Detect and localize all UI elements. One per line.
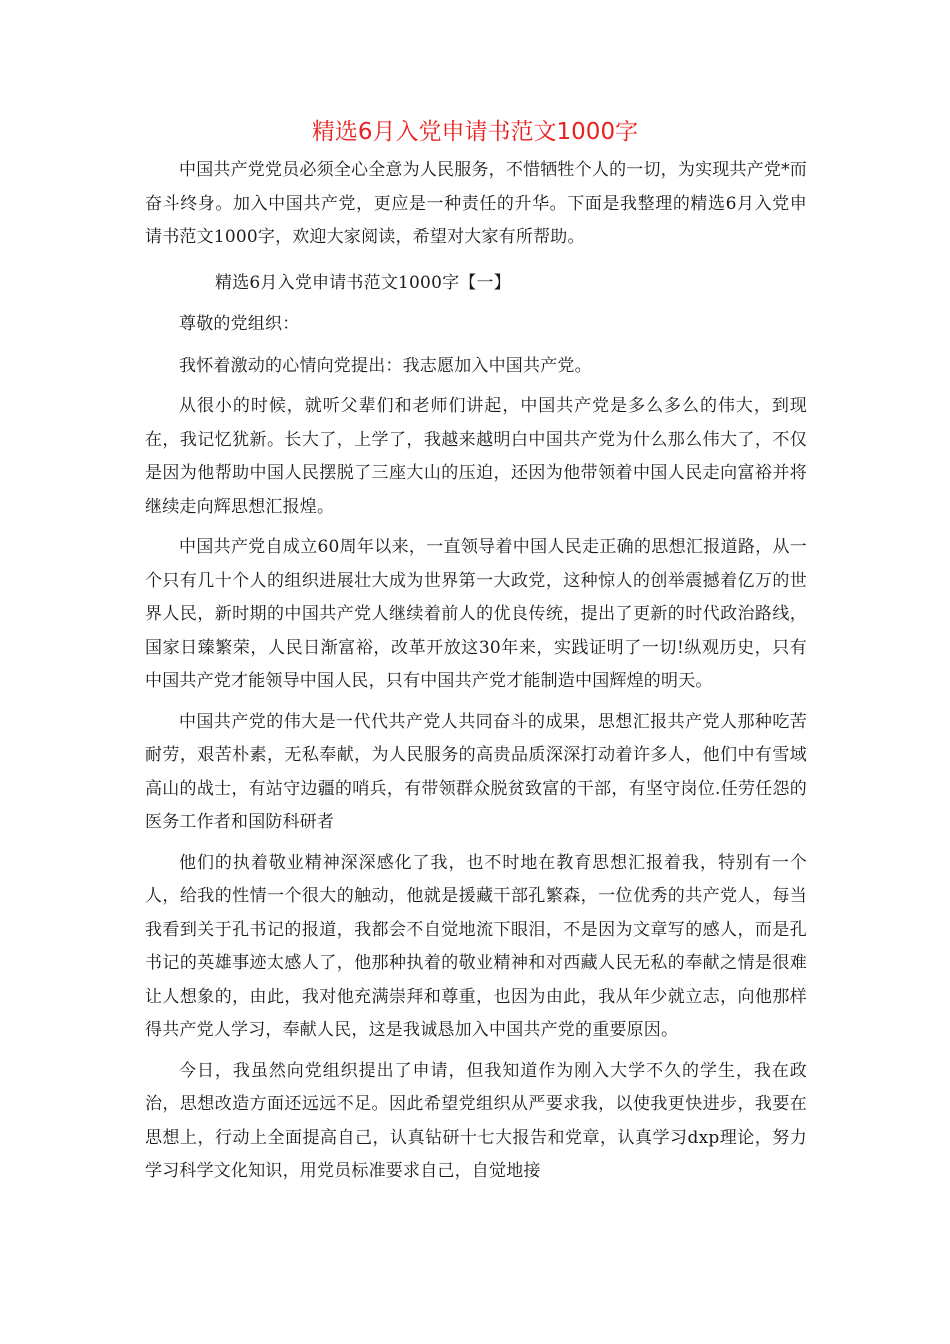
intro-paragraph: 中国共产党党员必须全心全意为人民服务，不惜牺牲个人的一切，为实现共产党*而奋斗终身。加入中国共产党，更应是一种责任的升华。下面是我整理的精选6月入党申请书范文1000字，欢迎大家阅读，希望对大家有所帮助。 xyxy=(145,160,807,247)
body-paragraph: 中国共产党的伟大是一代代共产党人共同奋斗的成果，思想汇报共产党人那种吃苦耐劳，艰苦朴素，无私奉献，为人民服务的高贵品质深深打动着许多人，他们中有雪域高山的战士，有站守边疆的哨兵，有带领群众脱贫致富的干部，有坚守岗位.任劳任怨的医务工作者和国防科研者 xyxy=(145,711,807,832)
section-heading: 精选6月入党申请书范文1000字【一】 xyxy=(215,272,511,293)
body-paragraph: 今日，我虽然向党组织提出了申请，但我知道作为刚入大学不久的学生，我在政治，思想改造方面还远远不足。因此希望党组织从严要求我，以使我更快进步，我要在思想上，行动上全面提高自己，认真钻研十七大报告和党章，认真学习dxp理论，努力学习科学文化知识，用党员标准要求自己，自觉地接 xyxy=(145,1060,807,1181)
body-paragraph: 中国共产党自成立60周年以来，一直领导着中国人民走正确的思想汇报道路，从一个只有几十个人的组织进展壮大成为世界第一大政党，这种惊人的创举震撼着亿万的世界人民，新时期的中国共产党人继续着前人的优良传统，提出了更新的时代政治路线，国家日臻繁荣，人民日渐富裕，改革开放这30年来，实践证明了一切!纵观历史，只有中国共产党才能领导中国人民，只有中国共产党才能制造中国辉煌的明天。 xyxy=(145,537,807,691)
body-paragraph: 他们的执着敬业精神深深感化了我，也不时地在教育思想汇报着我，特别有一个人，给我的性情一个很大的触动，他就是援藏干部孔繁森，一位优秀的共产党人，每当我看到关于孔书记的报道，我都会不自觉地流下眼泪，不是因为文章写的感人，而是孔书记的英雄事迹太感人了，他那种执着的敬业精神和对西藏人民无私的奉献之情是很难让人想象的，由此，我对他充满崇拜和尊重，也因为由此，我从年少就立志，向他那样得共产党人学习，奉献人民，这是我诚恳加入中国共产党的重要原因。 xyxy=(145,852,807,1040)
document-title: 精选6月入党申请书范文1000字 xyxy=(311,119,639,145)
body-paragraph: 从很小的时候，就听父辈们和老师们讲起，中国共产党是多么多么的伟大，到现在，我记忆犹新。长大了，上学了，我越来越明白中国共产党为什么那么伟大了，不仅是因为他帮助中国人民摆脱了三座大山的压迫，还因为他带领着中国人民走向富裕并将继续走向辉思想汇报煌。 xyxy=(145,396,807,517)
salutation: 尊敬的党组织： xyxy=(179,314,300,334)
body-paragraph: 我怀着激动的心情向党提出：我志愿加入中国共产党。 xyxy=(179,355,592,376)
document-body xyxy=(145,154,807,1196)
